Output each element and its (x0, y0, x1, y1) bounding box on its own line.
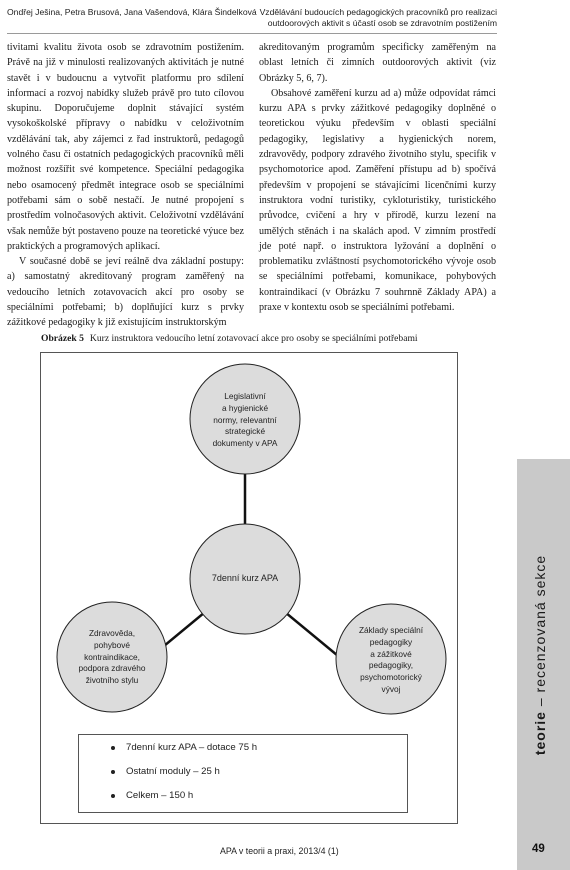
hours-summary-box (78, 734, 408, 813)
page-number: 49 (532, 843, 545, 855)
running-header-title (260, 7, 497, 29)
node-center-label: 7denní kurz APA (211, 573, 279, 583)
body-paragraph: tivitami kvalitu života osob se zdravotním postižením. Právě na již v minulosti realizovaných aktivitách je nutné stavět i v budoucnu a vytvořit platformu pro sdílení informací a rozvoj nabídky služeb právě pro tuto cílovou skupinu. Doporučujeme doplnit stávající systém vysokoškolské přípravy o nabídku v celoživotním vzdělávání tak, aby zájemci z řad instruktorů, pedagogů volného času či ostatních pedagogických pracovníků měli možnost rozšířit své kompetence. Speciální pedagogika nebo osamocený předmět integrace osob se speciálními potřebami sám o sobě nestačí. Je nutné propojení s prostředím volnočasových aktivit. Celoživotní vzdělávání však nemůže být postaveno pouze na teoretické výuce bez praktických a programových aplikací. (7, 42, 244, 252)
section-separator: – (532, 697, 548, 707)
figure-label: Obrázek 5 (41, 333, 84, 344)
node-right-line: a zážitkové (370, 648, 412, 659)
node-top-label (190, 391, 300, 450)
node-left-line: životního stylu (85, 675, 139, 686)
node-top-line: dokumenty v APA (212, 438, 278, 449)
node-left-line: podpora zdravého (78, 663, 146, 674)
node-top-line: normy, relevantní (213, 414, 277, 425)
node-top-line: a hygienické (221, 402, 269, 413)
body-column-right (259, 40, 496, 315)
node-top-line: Legislativní (224, 391, 266, 401)
node-right-line: Základy speciální (358, 625, 424, 635)
body-paragraph: akreditovaným programům specificky zaměřeným na oblast letních či zimních outdoorových aktivit (viz Obrázky 5, 6, 7). (259, 42, 496, 84)
node-right-line: vývoj (381, 683, 401, 694)
node-left-line: pohybové (94, 639, 130, 650)
node-right-line: pedagogiky (369, 636, 413, 647)
body-paragraph: Obsahové zaměření kurzu ad a) může odpovídat rámci kurzu APA s prvky zážitkové pedagogiky doplněné o teoretickou výuku především v oblasti speciální pedagogiky, legislativy a hygienických norem, zdravovědy, podpory zdravého životního stylu, specifik v psychomotorice apod. Zaměření přístupu ad b) spočívá především v propojení se stávajícími licenčními kurzy instruktora vodní turistiky, cykloturistiky, turistického průvodce, cvičení a hry v přírodě, kurzu lezení na umělých stěnách i na skalách apod. V zimním prostředí jde poté např. o instruktora lyžování a doplnění o problematiku zvláštností psychomotorického vývoje osob se speciálními potřebami, komunikace, pohybových kontraindikací (v Obrázku 7 souhrnně Základy APA) a praxe v kontextu osob se speciálními potřebami. (259, 87, 496, 314)
node-left-label (57, 628, 167, 687)
node-left-line: Zdravověda, (88, 628, 136, 638)
node-right-label (336, 625, 446, 696)
node-right-line: pedagogiky, (368, 660, 414, 671)
node-top-line: strategické (224, 426, 266, 437)
body-paragraph: V současné době se jeví reálně dva základní postupy: a) samostatný akreditovaný program zaměřený na vedoucího letních zotavovacích akcí pro osoby se speciálními potřebami; b) doplňující kurz s prvky zážitkové pedagogiky k již existujícím instruktorským (7, 256, 244, 329)
running-header-authors: Ondřej Ješina, Petra Brusová, Jana Vašendová, Klára Šindelková (7, 7, 257, 17)
section-word-reviewed: recenzovaná sekce (532, 554, 548, 693)
bullet-item: Ostatní moduly – 25 h (126, 766, 220, 777)
body-column-left (7, 40, 244, 331)
bullet-item: 7denní kurz APA – dotace 75 h (126, 742, 258, 753)
figure-caption (41, 333, 418, 345)
section-word-theory: teorie (532, 711, 548, 756)
figure-frame (40, 352, 458, 824)
bullet-item: Celkem – 150 h (126, 790, 194, 801)
header-divider (7, 33, 497, 34)
node-right-line: psychomotorický (360, 672, 422, 683)
section-side-label (532, 555, 548, 755)
figure-caption-text: Kurz instruktora vedoucího letní zotavovací akce pro osoby se speciálními potřebami (89, 333, 418, 344)
node-left-line: kontraindikace, (84, 651, 140, 662)
running-header-title-line-1: Vzdělávání budoucích pedagogických pracovníků pro realizaci (259, 7, 497, 17)
running-header-title-line-2: outdoorových aktivit s účastí osob se zdravotním postižením (267, 18, 497, 28)
journal-footer: APA v teorii a praxi, 2013/4 (1) (220, 846, 339, 856)
